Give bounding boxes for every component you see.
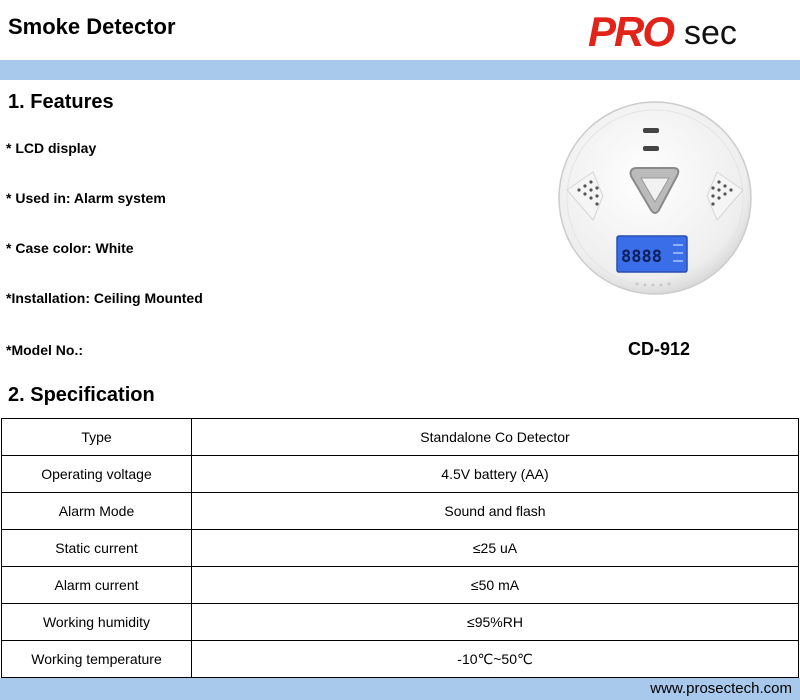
spec-key: Static current [2, 530, 192, 567]
svg-text:sec: sec [684, 14, 737, 52]
spec-value: ≤25 uA [192, 530, 799, 567]
spec-key: Operating voltage [2, 456, 192, 493]
svg-text:8888: 8888 [621, 247, 662, 267]
specification-table [1, 418, 799, 678]
feature-item: * LCD display [6, 140, 97, 156]
spec-key: Alarm Mode [2, 493, 192, 530]
table-row [2, 604, 799, 641]
header-band [0, 60, 800, 80]
feature-item: *Installation: Ceiling Mounted [6, 290, 203, 306]
feature-item: * Case color: White [6, 240, 134, 256]
spec-key: Working temperature [2, 641, 192, 678]
specification-heading: 2. Specification [8, 384, 155, 406]
spec-value: ≤95%RH [192, 604, 799, 641]
spec-key: Type [2, 419, 192, 456]
features-heading: 1. Features [8, 91, 114, 113]
spec-value: 4.5V battery (AA) [192, 456, 799, 493]
spec-value: -10℃~50℃ [192, 641, 799, 678]
smoke-detector-image [555, 98, 755, 298]
table-row [2, 456, 799, 493]
table-row [2, 419, 799, 456]
website-url: www.prosectech.com [650, 680, 792, 697]
spec-value: Standalone Co Detector [192, 419, 799, 456]
feature-item: * Used in: Alarm system [6, 190, 166, 206]
model-value: CD-912 [628, 339, 691, 359]
svg-text:PRO: PRO [588, 8, 674, 54]
page-title: Smoke Detector [8, 14, 176, 39]
prosec-logo [584, 6, 764, 54]
model-label: *Model No.: [6, 342, 83, 358]
table-row [2, 641, 799, 678]
table-row [2, 567, 799, 604]
spec-value: Sound and flash [192, 493, 799, 530]
spec-key: Alarm current [2, 567, 192, 604]
table-row [2, 530, 799, 567]
table-row [2, 493, 799, 530]
spec-value: ≤50 mA [192, 567, 799, 604]
spec-key: Working humidity [2, 604, 192, 641]
